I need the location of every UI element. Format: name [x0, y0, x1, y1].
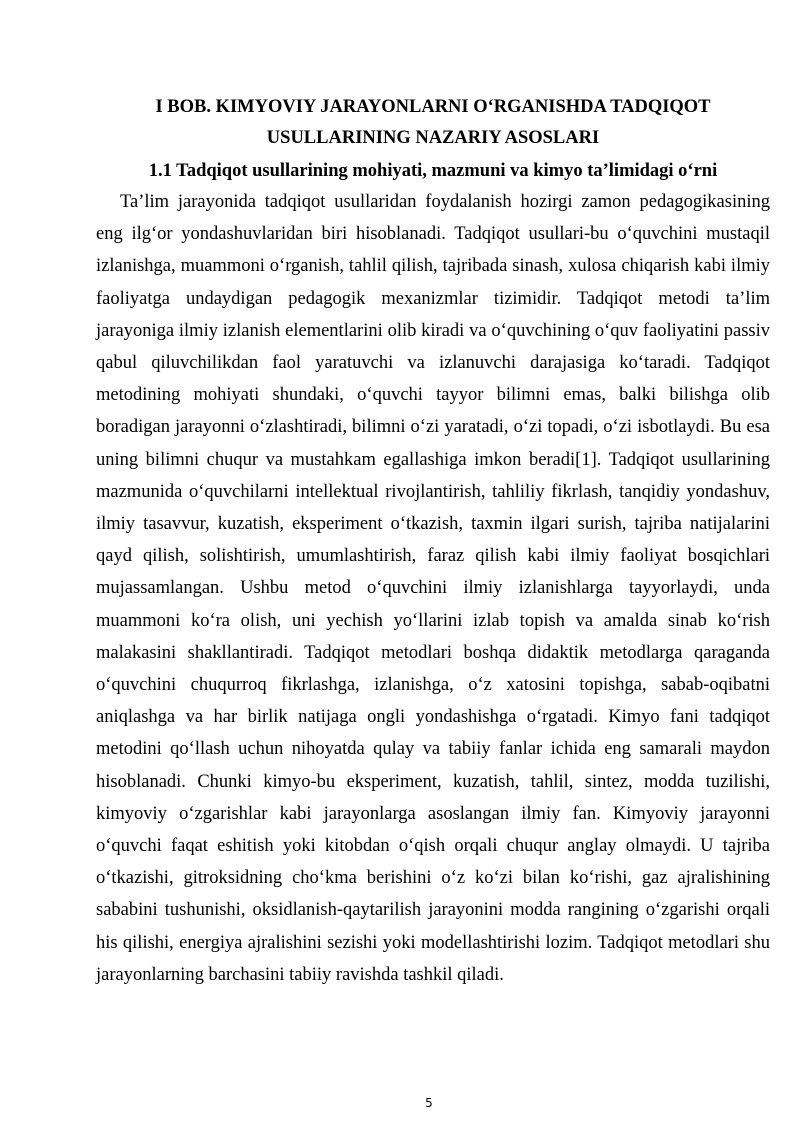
body-paragraph: Ta’lim jarayonida tadqiqot usullaridan foydalanish hozirgi zamon pedagogikasining eng ilg‘or yondashuvlaridan biri hisoblanadi. Tadqiqot usullari-bu o‘quvchini mustaqil izlanishga, muammoni o‘rganish, tahlil qilish, tajribada sinash, xulosa chiqarish kabi ilmiy faoliyatga undaydigan pedagogik mexanizmlar tizimidir. Tadqiqot metodi ta’lim jarayoniga ilmiy izlanish elementlarini olib kiradi va o‘quvchining o‘quv faoliyatini passiv qabul qiluvchilikdan faol yaratuvchi va izlanuvchi darajasiga ko‘taradi. Tadqiqot metodining mohiyati shundaki, o‘quvchi tayyor bilimni emas, balki bilishga olib boradigan jarayonni o‘zlashtiradi, bilimni o‘zi yaratadi, o‘zi topadi, o‘zi isbotlaydi. Bu esa uning bilimni chuqur va mustahkam egallashiga imkon beradi[1]. Tadqiqot usullarining mazmunida o‘quvchilarni intellektual rivojlantirish, tahliliy fikrlash, tanqidiy yondashuv, ilmiy tasavvur, kuzatish, eksperiment o‘tkazish, taxmin ilgari surish, tajriba natijalarini qayd qilish, solishtirish, umumlashtirish, faraz qilish kabi ilmiy faoliyat bosqichlari mujassamlangan. Ushbu metod o‘quvchini ilmiy izlanishlarga tayyorlaydi, unda muammoni ko‘ra olish, uni yechish yo‘llarini izlab topish va amalda sinab ko‘rish malakasini shakllantiradi. Tadqiqot metodlari boshqa didaktik metodlarga qaraganda o‘quvchini chuqurroq fikrlashga, izlanishga, o‘z xatosini topishga, sabab-oqibatni aniqlashga va har birlik natijaga ongli yondashishga o‘rgatadi. Kimyo fani tadqiqot metodini qo‘llash uchun nihoyatda qulay va tabiiy fanlar ichida eng samarali maydon hisoblanadi. Chunki kimyo-bu eksperiment, kuzatish, tahlil, sintez, modda tuzilishi, kimyoviy o‘zgarishlar kabi jarayonlarga asoslangan ilmiy fan. Kimyoviy jarayonni o‘quvchi faqat eshitish yoki kitobdan o‘qish orqali chuqur anglay olmaydi. U tajriba o‘tkazishi, gitroksidning cho‘kma berishini o‘z ko‘zi bilan ko‘rishi, gaz ajralishining sababini tushunishi, oksidlanish-qaytarilish jarayonini modda rangining o‘zgarishi orqali his qilishi, energiya ajralishini sezishi yoki modellashtirishi lozim. Tadqiqot metodlari shu jarayonlarning barchasini tabiiy ravishda tashkil qiladi. [96, 192, 770, 985]
section-title: 1.1 Tadqiqot usullarining mohiyati, mazmuni va kimyo ta’limidagi o‘rni [148, 161, 718, 181]
chapter-title: I BOB. KIMYOVIY JARAYONLARNI O‘RGANISHDA TADQIQOT USULLARINING NAZARIY ASOSLARI [155, 97, 711, 148]
page-number: 5 [425, 1096, 433, 1110]
